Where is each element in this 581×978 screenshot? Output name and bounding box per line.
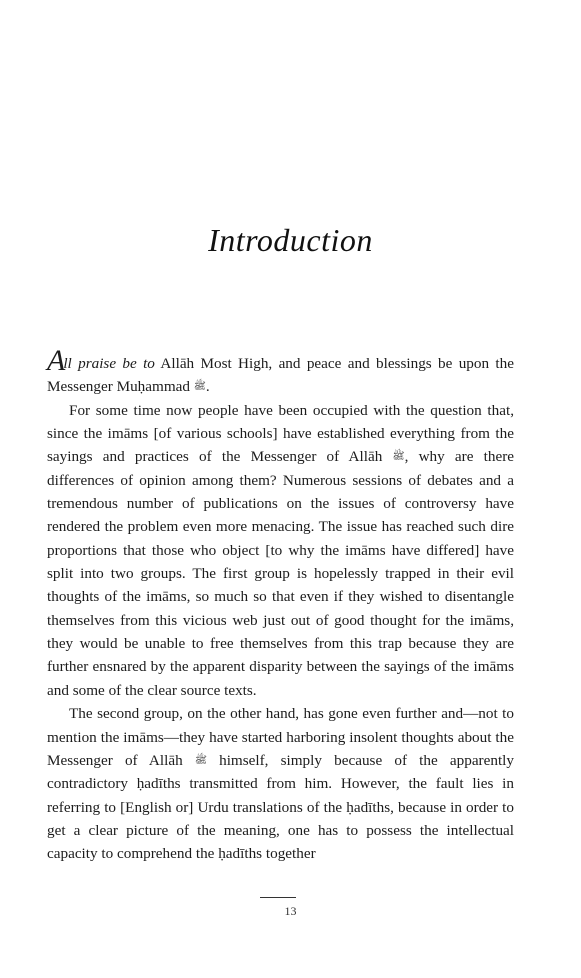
lead-in-italic: ll praise be to xyxy=(63,355,155,372)
page-number: 13 xyxy=(284,904,297,918)
paragraph-1-text-end: . xyxy=(205,378,210,396)
paragraph-2-text-end: , why are there differences of opinion among them? Numerous sessions of debates and a tremendous number of publications on the issues of controversy have rendered the problem even more menacing. The issue has reached such dire proportions that those who object [to why the imāms have differed] have split into two groups. The first group is hopelessly trapped in their evil thoughts of the imāms, so much so that even if they wished to disentangle themselves from this vicious web just out of good thought for the imāms, they would be unable to free themselves from this trap because they are further ensnared by the apparent disparity between the sayings of the imāms and some of the clear source texts. xyxy=(47,448,514,699)
salutation-symbol: ﷺ xyxy=(194,754,207,766)
paragraph-1 xyxy=(47,344,514,399)
body-text xyxy=(47,344,514,866)
drop-cap: A xyxy=(47,344,64,377)
salutation-symbol: ﷺ xyxy=(392,451,405,463)
footer-rule xyxy=(260,897,296,898)
paragraph-2-text: For some time now people have been occupied with the question that, since the imāms [of various schools] have established everything from the sayings and practices of the Messenger of Allāh xyxy=(47,401,514,466)
paragraph-3-text: The second group, on the other hand, has gone even further and—not to mention the imāms—they have started harboring insolent thoughts about the Messenger of Allāh xyxy=(47,705,514,769)
paragraph-3 xyxy=(47,702,514,865)
salutation-symbol: ﷺ xyxy=(193,381,206,393)
paragraph-1-text: Allāh Most High, and peace and blessings be upon the Messenger Muḥammad xyxy=(47,355,514,396)
paragraph-3-text-end: himself, simply because of the apparently contradictory ḥadīths transmitted from him. However, the fault lies in referring to [English or] Urdu translations of the ḥadīths, because in order to get a clear picture of the meaning, one has to possess the intellectual capacity to comprehend the ḥadīths together xyxy=(47,751,514,863)
paragraph-2 xyxy=(47,399,514,702)
chapter-title: Introduction xyxy=(208,222,373,258)
